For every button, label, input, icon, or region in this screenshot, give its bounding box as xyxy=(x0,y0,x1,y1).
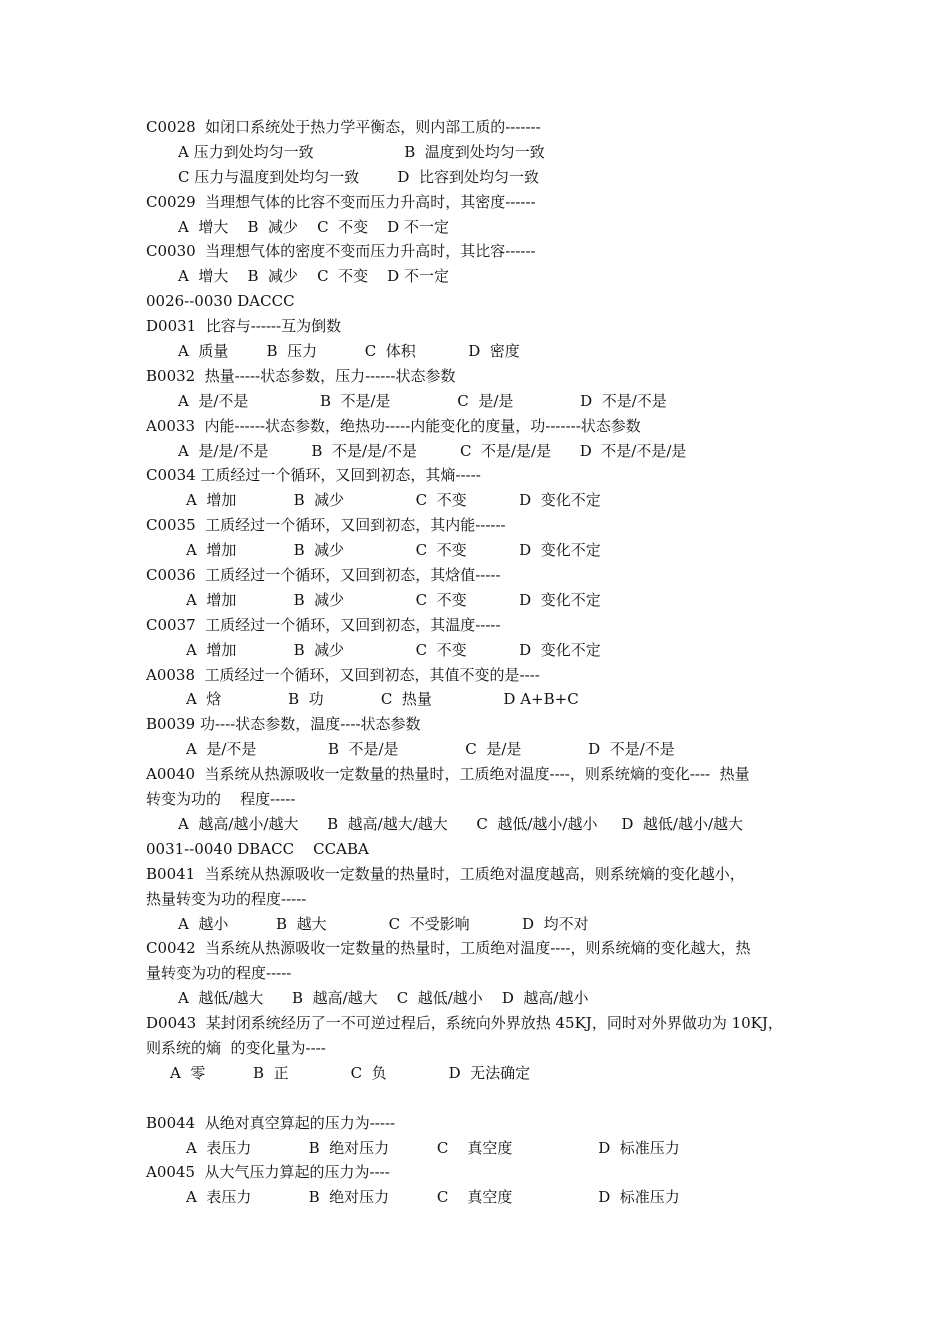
question-line: C0028 如闭口系统处于热力学平衡态，则内部工质的------- xyxy=(146,118,541,136)
options-line: A 增加 B 减少 C 不变 D 变化不定 xyxy=(186,640,601,659)
question-line: 则系统的熵 的变化量为---- xyxy=(146,1038,326,1057)
options-line: A 压力到处均匀一致 B 温度到处均匀一致 xyxy=(178,142,545,161)
options-line: A 质量 B 压力 C 体积 D 密度 xyxy=(178,342,520,361)
options-line: A 越高/越小/越大 B 越高/越大/越大 C 越低/越小/越小 D 越低/越小/越大 xyxy=(178,814,743,833)
question-line: C0029 当理想气体的比容不变而压力升高时，其密度------ xyxy=(146,192,536,211)
options-line: A 越低/越大 B 越高/越大 C 越低/越小 D 越高/越小 xyxy=(178,989,589,1008)
options-line: A 越小 B 越大 C 不受影响 D 均不对 xyxy=(178,914,589,933)
question-line: A0038 工质经过一个循环，又回到初态，其值不变的是---- xyxy=(146,665,540,684)
question-line: D0043 某封闭系统经历了一不可逆过程后，系统向外界放热 45KJ，同时对外界做功为 10KJ， xyxy=(146,1014,783,1033)
options-line: A 是/不是 B 不是/是 C 是/是 D 不是/不是 xyxy=(186,740,675,759)
options-line: C 压力与温度到处均匀一致 D 比容到处均匀一致 xyxy=(178,167,539,186)
options-line: A 增大 B 减少 C 不变 D 不一定 xyxy=(178,217,449,236)
question-line: B0041 当系统从热源吸收一定数量的热量时，工质绝对温度越高，则系统熵的变化越小， xyxy=(146,864,745,883)
question-line: C0036 工质经过一个循环，又回到初态，其焓值----- xyxy=(146,566,501,585)
question-line: D0031 比容与------互为倒数 xyxy=(146,317,342,336)
answer-key-line: 0031--0040 DBACC CCABA xyxy=(146,839,369,858)
question-line: C0034 工质经过一个循环，又回到初态，其熵----- xyxy=(146,466,481,485)
options-line: A 焓 B 功 C 热量 D A+B+C xyxy=(186,690,579,709)
options-line: A 增加 B 减少 C 不变 D 变化不定 xyxy=(186,590,601,609)
question-line: B0044 从绝对真空算起的压力为----- xyxy=(146,1113,396,1132)
options-line: A 表压力 B 绝对压力 C 真空度 D 标准压力 xyxy=(186,1188,680,1207)
question-line: B0039 功----状态参数，温度----状态参数 xyxy=(146,715,421,734)
question-line: C0035 工质经过一个循环，又回到初态，其内能------ xyxy=(146,516,506,535)
blank-line xyxy=(146,1086,811,1111)
question-line: A0045 从大气压力算起的压力为---- xyxy=(146,1163,390,1182)
question-line: B0032 热量-----状态参数，压力------状态参数 xyxy=(146,366,456,385)
question-line: A0040 当系统从热源吸收一定数量的热量时，工质绝对温度----，则系统熵的变化---- 热量 xyxy=(146,765,750,784)
options-line: A 增大 B 减少 C 不变 D 不一定 xyxy=(178,267,449,286)
question-line: 量转变为功的程度----- xyxy=(146,964,292,983)
question-line: C0030 当理想气体的密度不变而压力升高时，其比容------ xyxy=(146,242,536,261)
options-line: A 增加 B 减少 C 不变 D 变化不定 xyxy=(186,541,601,560)
options-line: A 表压力 B 绝对压力 C 真空度 D 标准压力 xyxy=(186,1138,680,1157)
answer-key-line: 0026--0030 DACCC xyxy=(146,292,295,311)
question-line: C0042 当系统从热源吸收一定数量的热量时，工质绝对温度----，则系统熵的变化越大，热 xyxy=(146,939,751,958)
question-line: A0033 内能------状态参数，绝热功-----内能变化的度量，功-------状态参数 xyxy=(146,416,641,435)
question-line: 热量转变为功的程度----- xyxy=(146,889,307,908)
question-line: C0037 工质经过一个循环，又回到初态，其温度----- xyxy=(146,615,501,634)
options-line: A 零 B 正 C 负 D 无法确定 xyxy=(170,1063,531,1082)
options-line: A 是/不是 B 不是/是 C 是/是 D 不是/不是 xyxy=(178,391,667,410)
document-page xyxy=(146,115,811,1210)
options-line: A 是/是/不是 B 不是/是/不是 C 不是/是/是 D 不是/不是/是 xyxy=(178,441,687,460)
options-line: A 增加 B 减少 C 不变 D 变化不定 xyxy=(186,491,601,510)
question-line: 转变为功的 程度----- xyxy=(146,790,296,809)
